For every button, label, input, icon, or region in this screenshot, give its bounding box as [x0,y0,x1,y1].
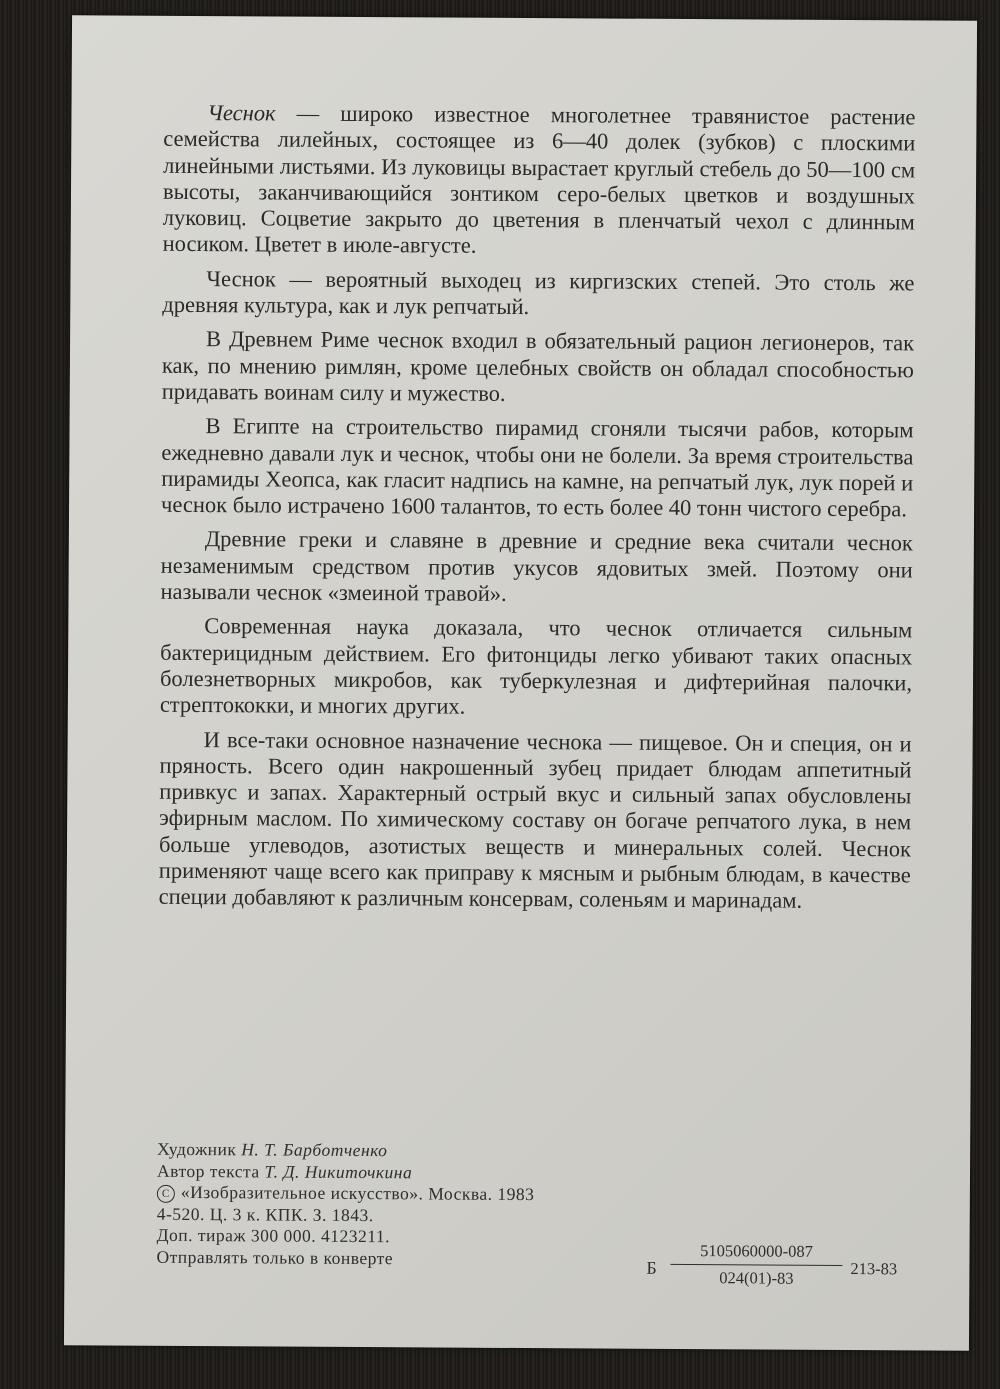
paragraph-greeks: Древние греки и славяне в древние и средние века считали чеснок незаменимым средством против укусов ядовитых змей. Поэтому они называли чеснок «змеиной травой». [160,526,913,606]
paragraph-culinary: И все-таки основное назначение чеснока — пищевое. Он и специя, он и пряность. Всего один накрошенный зубец придает блюдам аппетитный привкус и запах. Характерный острый вкус и сильный запах обусловлены эфирным маслом. По химическому составу он богаче репчатого лука, в нем больше углеводов, азотистых веществ и минеральных солей. Чеснок применяют чаще всего как приправу к мясным и рыбным блюдам, в качестве специи добавляют к различным консервам, соленьям и маринадам. [158,726,912,914]
catalog-numerator: 5105060000-087 [700,1241,813,1261]
paragraph-egypt: В Египте на строительство пирамид сгоняли тысячи рабов, которым ежедневно давали лук и чеснок, чтобы они не болели. За время строительства пирамиды Хеопса, как гласит надпись на камне, на репчатый лук, лук порей и чеснок было истрачено 1600 талантов, то есть более 40 тонн чистого серебра. [161,413,914,522]
paragraph-text: — широко известное многолетнее травянистое растение семейства лилейных, состоящее из 6—40 долек (зубков) с плоскими линейными листьями. Из луковицы вырастает круглый стебель до 50—100 см высоты, заканчивающийся зонтиком серо-белых цветков и воздушных луковиц. Соцветие закрыто до цветения в пленчатый чехол с длинным носиком. Цветет в июле-августе. [162,100,916,259]
mailing-note: Отправлять только в конверте [156,1246,394,1268]
paragraph-intro [163,100,916,262]
catalog-fraction [670,1241,842,1289]
order-line: 4-520. Ц. 3 к. КПК. З. 1843. [156,1203,374,1225]
paragraph-science: Современная наука доказала, что чеснок отличается сильным бактерицидным действием. Его фитонциды легко убивают таких опасных болезнетворных микробов, как туберкулезная и дифтерийная палочки, стрептококки, и многих других. [159,613,913,719]
artist-label: Художник [157,1138,237,1160]
fraction-bar [670,1264,842,1266]
author-label: Автор текста [156,1160,260,1181]
paragraph-origin: Чеснок — вероятный выходец из киргизских степей. Это столь же древняя культура, как и лук репчатый. [162,265,915,320]
postcard-back [64,15,977,1351]
article-body [159,100,916,923]
artist-name: Н. Т. Барботченко [241,1139,388,1161]
paragraph-rome: В Древнем Риме чеснок входил в обязательный рацион легионеров, так как, по мнению римлян, кроме целебных свойств он обладал способностью придавать воинам силу и мужество. [161,326,915,406]
catalog-letter: Б [646,1257,657,1278]
catalog-suffix: 213-83 [850,1259,898,1279]
catalog-denominator: 024(01)-83 [719,1268,794,1288]
publisher-text: «Изобразительное искусство». Москва. 1983 [180,1181,535,1205]
print-run-line: Доп. тираж 300 000. 4123211. [156,1224,391,1247]
copyright-icon: C [157,1185,175,1203]
author-name: Т. Д. Никиточкина [264,1160,413,1182]
lead-term: Чеснок [207,100,276,126]
